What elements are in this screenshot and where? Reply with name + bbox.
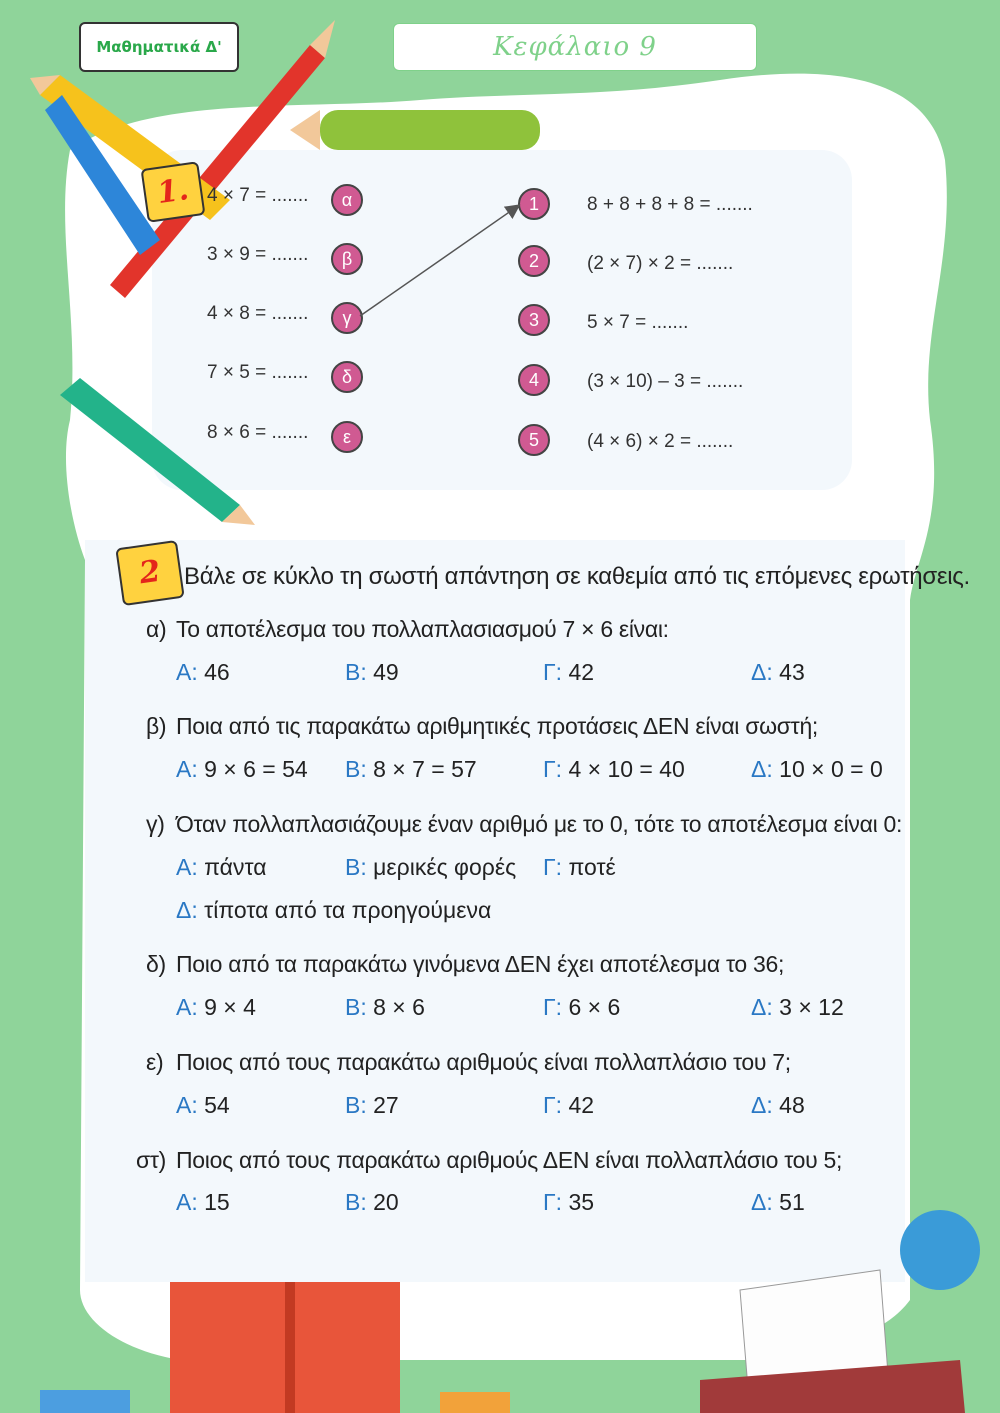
option-letter: Γ: — [543, 1092, 563, 1118]
question-text: Ποιος από τους παρακάτω αριθμούς ΔΕΝ είναι πολλαπλάσιο του 5; — [176, 1147, 843, 1173]
exercise2-instruction: Βάλε σε κύκλο τη σωστή απάντηση σε καθεμία από τις επόμενες ερωτήσεις. — [184, 563, 970, 590]
left-circle-label[interactable]: α — [331, 184, 363, 216]
option-value: 10 × 0 = 0 — [779, 756, 883, 782]
option-value: 8 × 7 = 57 — [373, 756, 477, 782]
option-value: 6 × 6 — [568, 994, 621, 1020]
option-value: 48 — [779, 1092, 805, 1118]
option-value: 9 × 6 = 54 — [204, 756, 308, 782]
right-circle-label[interactable]: 4 — [518, 364, 550, 396]
option-value: 54 — [204, 1092, 230, 1118]
option-value: 49 — [373, 659, 399, 685]
answer-option[interactable] — [345, 994, 425, 1021]
globe-icon — [900, 1210, 980, 1290]
question-label: στ) — [136, 1147, 167, 1173]
right-circle-label[interactable]: 3 — [518, 304, 550, 336]
option-value: πάντα — [204, 854, 267, 880]
answer-option[interactable] — [345, 659, 399, 686]
question-text: Ποιο από τα παρακάτω γινόμενα ΔΕΝ έχει αποτέλεσμα το 36; — [176, 951, 785, 977]
question-text: Όταν πολλαπλασιάζουμε έναν αριθμό με το 0, τότε το αποτέλεσμα είναι 0: — [176, 811, 903, 837]
answer-option[interactable] — [543, 1092, 594, 1119]
option-letter: Β: — [345, 659, 367, 685]
option-value: 43 — [779, 659, 805, 685]
option-letter: Γ: — [543, 659, 563, 685]
option-value: 3 × 12 — [779, 994, 844, 1020]
answer-option[interactable] — [543, 1189, 594, 1216]
option-value: 35 — [568, 1189, 595, 1215]
left-expression: 7 × 5 = ....... — [207, 362, 309, 383]
answer-option[interactable] — [176, 1092, 230, 1119]
option-letter: Α: — [176, 1189, 198, 1215]
right-circle-label[interactable]: 5 — [518, 424, 550, 456]
option-letter: Α: — [176, 659, 198, 685]
question-text: Ποια από τις παρακάτω αριθμητικές προτάσεις ΔΕΝ είναι σωστή; — [176, 713, 819, 739]
option-value: 27 — [373, 1092, 399, 1118]
answer-option[interactable] — [345, 854, 516, 881]
book-red-icon — [170, 1282, 400, 1413]
option-letter: Δ: — [751, 994, 773, 1020]
answer-option[interactable] — [751, 994, 844, 1021]
option-letter: Γ: — [543, 756, 563, 782]
answer-option[interactable] — [543, 854, 616, 881]
chapter-title: Κεφάλαιο 9 — [393, 23, 757, 71]
option-value: ποτέ — [568, 854, 616, 880]
right-expression: (4 × 6) × 2 = ....... — [587, 431, 734, 452]
answer-option[interactable] — [543, 659, 594, 686]
answer-option[interactable] — [176, 659, 230, 686]
option-letter: Α: — [176, 756, 198, 782]
option-letter: Α: — [176, 854, 198, 880]
subject-label: Μαθηματικά Δ' — [79, 22, 239, 72]
option-letter: Δ: — [751, 1189, 773, 1215]
option-letter: Β: — [345, 1092, 367, 1118]
exercise2-badge: 2 — [115, 540, 184, 606]
option-letter: Γ: — [543, 994, 563, 1020]
option-letter: Β: — [345, 854, 367, 880]
option-letter: Δ: — [176, 897, 198, 923]
option-value: 9 × 4 — [204, 994, 256, 1020]
option-letter: Δ: — [751, 756, 773, 782]
option-letter: Α: — [176, 1092, 198, 1118]
left-expression: 4 × 7 = ....... — [207, 185, 309, 206]
option-value: 20 — [373, 1189, 399, 1215]
option-letter: Δ: — [751, 659, 773, 685]
option-value: 42 — [568, 1092, 595, 1118]
answer-option[interactable] — [176, 897, 491, 924]
question-label: ε) — [146, 1049, 164, 1075]
option-letter: Δ: — [751, 1092, 773, 1118]
answer-option[interactable] — [176, 1189, 230, 1216]
left-circle-label[interactable]: δ — [331, 361, 363, 393]
option-value: 51 — [779, 1189, 805, 1215]
question-label: α) — [146, 616, 167, 642]
answer-option[interactable] — [543, 756, 685, 783]
option-value: τίποτα από τα προηγούμενα — [204, 897, 492, 923]
answer-option[interactable] — [543, 994, 620, 1021]
option-letter: Β: — [345, 994, 367, 1020]
option-value: 42 — [568, 659, 595, 685]
question-text: Το αποτέλεσμα του πολλαπλασιασμού 7 × 6 είναι: — [176, 616, 669, 642]
question-label: β) — [146, 713, 167, 739]
answer-option[interactable] — [176, 994, 256, 1021]
answer-option[interactable] — [751, 1189, 805, 1216]
question-label: δ) — [146, 951, 166, 977]
option-letter: Γ: — [543, 854, 563, 880]
option-letter: Β: — [345, 756, 367, 782]
answer-option[interactable] — [751, 1092, 805, 1119]
question-text: Ποιος από τους παρακάτω αριθμούς είναι πολλαπλάσιο του 7; — [176, 1049, 791, 1075]
right-expression: (2 × 7) × 2 = ....... — [587, 253, 734, 274]
option-letter: Β: — [345, 1189, 367, 1215]
exercise1-badge: 1. — [141, 161, 206, 223]
right-expression: 5 × 7 = ....... — [587, 312, 689, 333]
question-label: γ) — [146, 811, 165, 837]
left-expression: 4 × 8 = ....... — [207, 303, 309, 324]
answer-option[interactable] — [176, 756, 308, 783]
answer-option[interactable] — [345, 756, 477, 783]
left-expression: 3 × 9 = ....... — [207, 244, 309, 265]
answer-option[interactable] — [751, 659, 805, 686]
answer-option[interactable] — [751, 756, 883, 783]
option-value: 4 × 10 = 40 — [568, 756, 685, 782]
left-circle-label[interactable]: γ — [331, 302, 363, 334]
left-expression: 8 × 6 = ....... — [207, 422, 309, 443]
answer-option[interactable] — [176, 854, 267, 881]
option-value: 8 × 6 — [373, 994, 425, 1020]
left-circle-label[interactable]: β — [331, 243, 363, 275]
option-letter: Α: — [176, 994, 198, 1020]
option-value: μερικές φορές — [373, 854, 517, 880]
answer-option[interactable] — [345, 1189, 399, 1216]
option-letter: Γ: — [543, 1189, 563, 1215]
option-value: 46 — [204, 659, 230, 685]
answer-option[interactable] — [345, 1092, 399, 1119]
right-circle-label[interactable]: 1 — [518, 188, 550, 220]
connection-arrow — [0, 0, 1000, 520]
left-circle-label[interactable]: ε — [331, 421, 363, 453]
right-expression: (3 × 10) – 3 = ....... — [587, 371, 744, 392]
right-circle-label[interactable]: 2 — [518, 245, 550, 277]
right-expression: 8 + 8 + 8 + 8 = ....... — [587, 194, 753, 215]
option-value: 15 — [204, 1189, 230, 1215]
